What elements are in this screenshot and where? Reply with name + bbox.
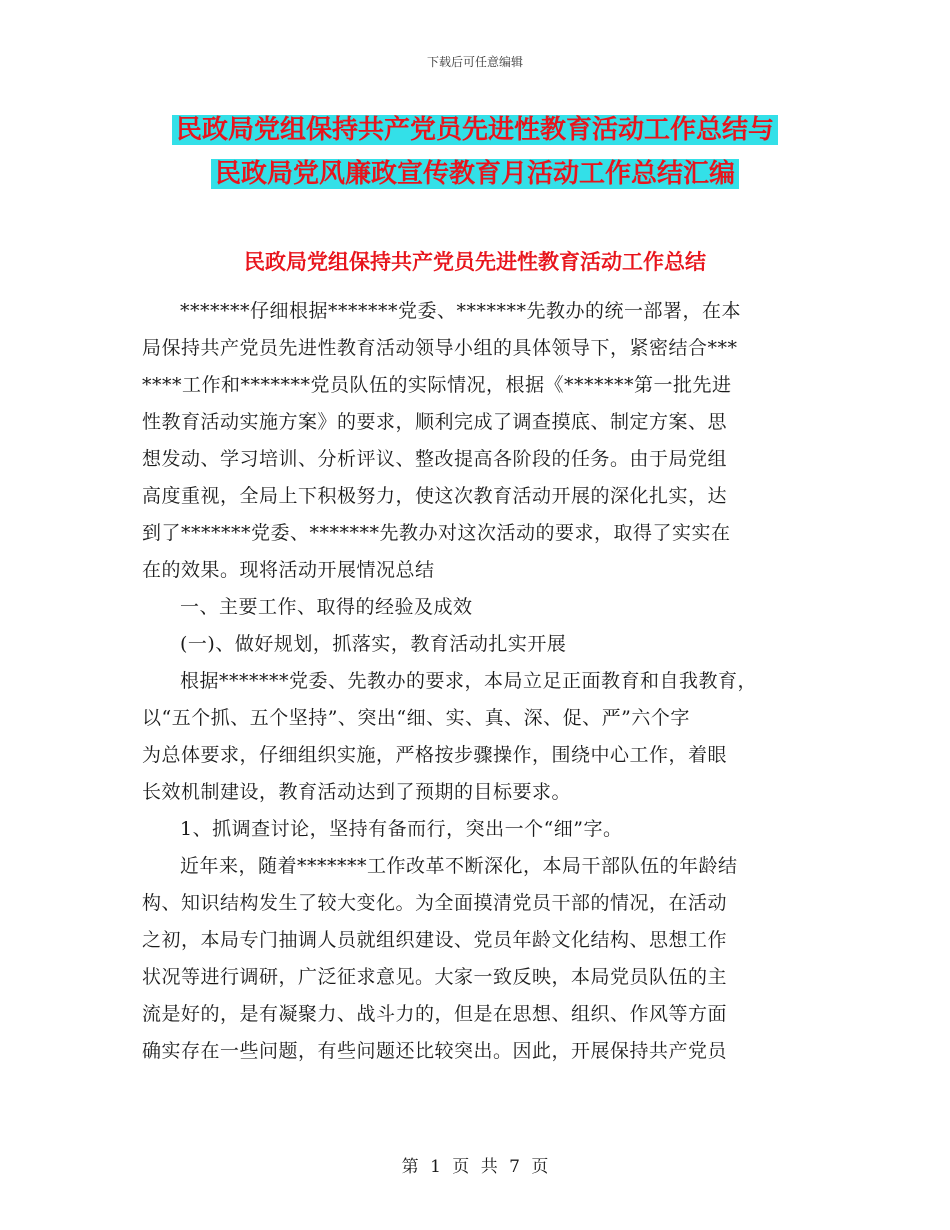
page-footer: 第 1 页 共 7 页 xyxy=(401,1157,549,1177)
title-line-1: 民政局党组保持共产党员先进性教育活动工作总结与 xyxy=(172,115,778,145)
section-title: 民政局党组保持共产党员先进性教育活动工作总结 xyxy=(244,250,706,274)
paragraph: 根据*******党委、先教办的要求，本局立足正面教育和自我教育， 以“五个抓、五个坚持”、突出“细、实、真、深、促、严”六个字 为总体要求，仔细组织实施，严格按步骤操作，围绕中心工作，着眼 长效机制建设，教育活动达到了预期的目标要求。 xyxy=(142,670,758,803)
paragraph: 近年来，随着*******工作改革不断深化，本局干部队伍的年龄结 构、知识结构发生了较大变化。为全面摸清党员干部的情况，在活动 之初，本局专门抽调人员就组织建设、党员年龄文化结构、思想工作 状况等进行调研，广泛征求意见。大家一致反映，本局党员队伍的主 流是好的，是有凝聚力、战斗力的，但是在思想、组织、作风等方面 确实存在一些问题，有些问题还比较突出。因此，开展保持共产党员 xyxy=(142,855,738,1062)
paragraph: *******仔细根据*******党委、*******先教办的统一部署，在本 局保持共产党员先进性教育活动领导小组的具体领导下，紧密结合*** ****工作和*******党员队伍的实际情况，根据《*******第一批先进 性教育活动实施方案》的要求，顺利完成了调查摸底、制定方案、思 想发动、学习培训、分析评议、整改提高各阶段的任务。由于局党组 高度重视，全局上下积极努力，使这次教育活动开展的深化扎实，达 到了*******党委、*******先教办对这次活动的要求，取得了实实在 在的效果。现将活动开展情况总结 xyxy=(142,300,742,581)
paragraph: 一、主要工作、取得的经验及成效 xyxy=(180,596,473,618)
title-line-2: 民政局党风廉政宣传教育月活动工作总结汇编 xyxy=(211,159,739,189)
paragraph: (一)、做好规划，抓落实，教育活动扎实开展 xyxy=(180,633,567,655)
body-text xyxy=(142,293,818,1070)
header-note: 下载后可任意编辑 xyxy=(426,55,523,69)
document-title xyxy=(0,108,950,196)
paragraph: 1、抓调查讨论，坚持有备而行，突出一个“细”字。 xyxy=(180,818,623,840)
